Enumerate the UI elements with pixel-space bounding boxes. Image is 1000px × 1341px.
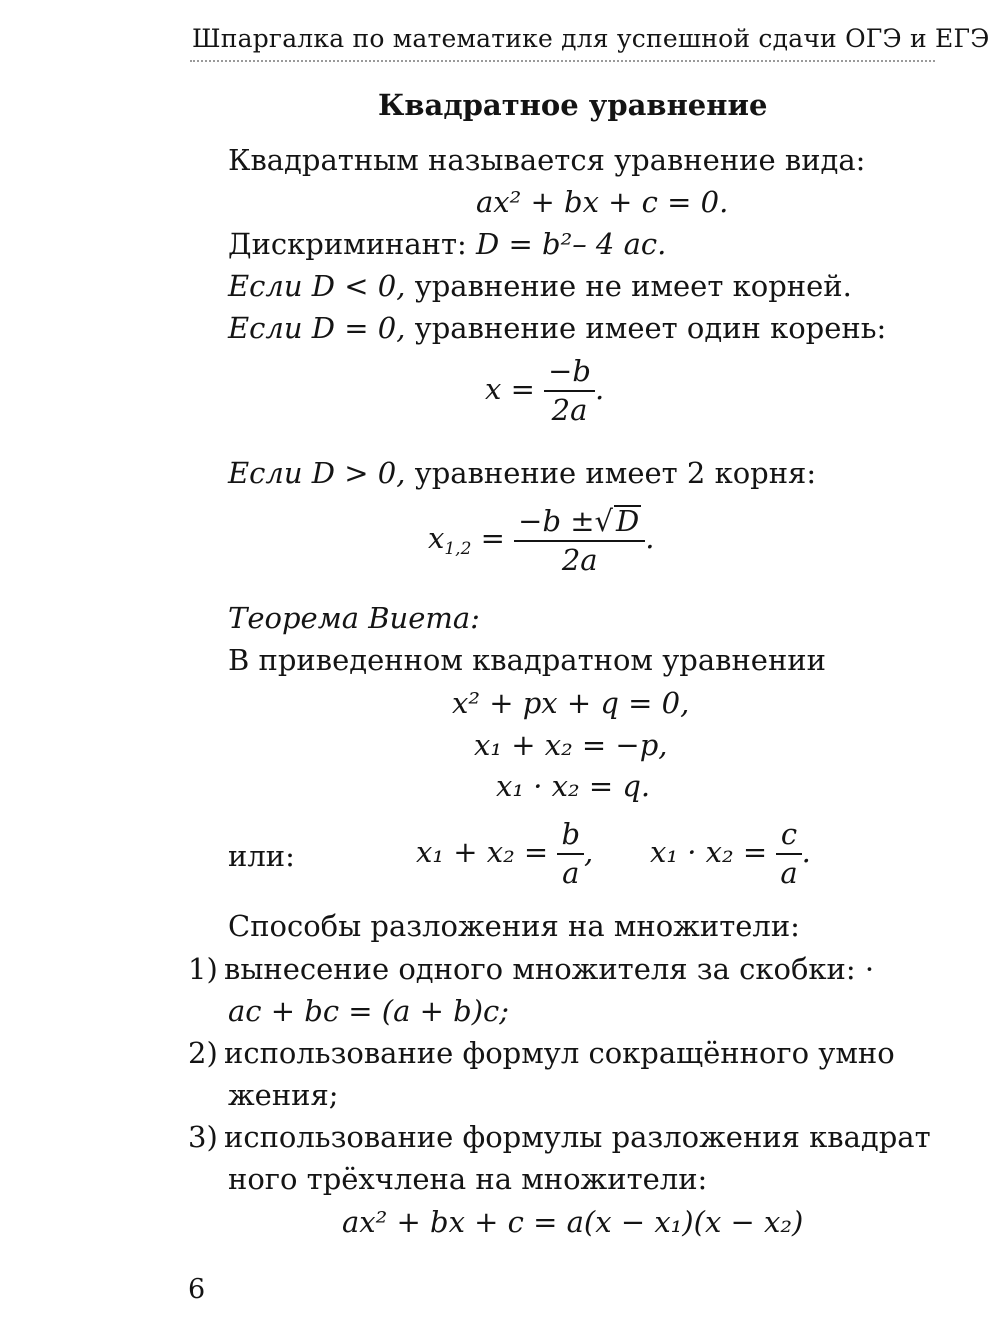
or-label: или:: [228, 839, 295, 873]
reduced-equation: x² + px + q = 0,: [452, 686, 690, 720]
two-roots-tail: .: [645, 521, 655, 555]
sum-general-fraction: [557, 817, 584, 890]
case-negative: [228, 269, 852, 303]
sum-general-numerator: b: [561, 817, 581, 851]
case-zero: [228, 311, 887, 345]
product-general-numerator: c: [780, 817, 798, 851]
item-2-line1: использование формул сокращённого умно: [224, 1036, 895, 1070]
item-1-formula: ac + bc = (a + b)c;: [228, 994, 510, 1028]
item-2-line2: жения;: [228, 1078, 339, 1112]
single-root-tail: .: [594, 372, 605, 406]
roots-equals: =: [480, 521, 505, 555]
vieta-heading: Теорема Виета:: [228, 601, 480, 635]
roots-lhs: x: [428, 521, 445, 555]
single-root-lhs: x =: [485, 372, 535, 406]
case-positive-text: уравнение имеет 2 корня:: [414, 456, 817, 490]
item-1-line1: вынесение одного множителя за скобки: ·: [224, 952, 875, 986]
single-root-denominator: 2a: [551, 393, 588, 427]
case-positive-condition: Если D > 0,: [228, 456, 406, 490]
product-general-fraction: [776, 817, 801, 890]
page-number: 6: [188, 1274, 206, 1305]
product-general-denominator: a: [780, 856, 798, 890]
definition-text: Квадратным называется уравнение вида:: [228, 143, 866, 177]
roots-lhs-subscript: 1,2: [444, 539, 472, 559]
vieta-product: x₁ · x₂ = q.: [496, 769, 651, 803]
product-general-tail: .: [801, 835, 811, 869]
item-marker: 3): [188, 1120, 218, 1154]
single-root-fraction: [544, 354, 595, 427]
two-roots-numerator: −b ±√ D: [518, 504, 640, 538]
single-root-numerator: −b: [548, 354, 591, 388]
discriminant-label: Дискриминант:: [228, 227, 467, 261]
item-3-line2: ного трёхчлена на множители:: [228, 1162, 708, 1196]
case-negative-condition: Если D < 0,: [228, 269, 406, 303]
section-title: Квадратное уравнение: [378, 88, 768, 122]
factoring-heading: Способы разложения на множители:: [228, 909, 800, 943]
vieta-sum-general: [416, 817, 594, 890]
factoring-item-2: [188, 1036, 895, 1070]
sum-general-lhs: x₁ + x₂ =: [416, 835, 549, 869]
factoring-item-1: [188, 952, 875, 986]
sqrt-radicand: D: [616, 504, 640, 538]
factoring-item-3: [188, 1120, 931, 1154]
general-equation: ax² + bx + c = 0.: [476, 185, 729, 219]
two-roots-fraction: [514, 505, 645, 575]
single-root-formula: [485, 354, 605, 427]
case-zero-condition: Если D = 0,: [228, 311, 406, 345]
product-general-lhs: x₁ · x₂ =: [650, 835, 768, 869]
two-roots-denominator: 2a: [561, 543, 598, 577]
vieta-intro: В приведенном квадратном уравнении: [228, 643, 826, 677]
two-roots-formula: [428, 505, 655, 575]
item-marker: 2): [188, 1036, 218, 1070]
running-head: Шпаргалка по математике для успешной сдачи ОГЭ и ЕГЭ: [192, 24, 990, 53]
sum-general-tail: ,: [584, 835, 594, 869]
numerator-prefix: −b ±: [518, 504, 595, 538]
vieta-sum: x₁ + x₂ = −p,: [474, 728, 668, 762]
case-negative-text: уравнение не имеет корней.: [414, 269, 852, 303]
discriminant-formula: D = b²– 4 ac.: [476, 227, 667, 261]
trinomial-formula: ax² + bx + c = a(x − x₁)(x − x₂): [342, 1205, 804, 1239]
sum-general-denominator: a: [562, 856, 580, 890]
header-rule: [190, 60, 935, 62]
vieta-product-general: [650, 817, 811, 890]
case-zero-text: уравнение имеет один корень:: [414, 311, 887, 345]
case-positive: [228, 456, 817, 490]
item-3-line1: использование формулы разложения квадрат: [224, 1120, 931, 1154]
item-marker: 1): [188, 952, 218, 986]
discriminant-line: [228, 227, 667, 261]
